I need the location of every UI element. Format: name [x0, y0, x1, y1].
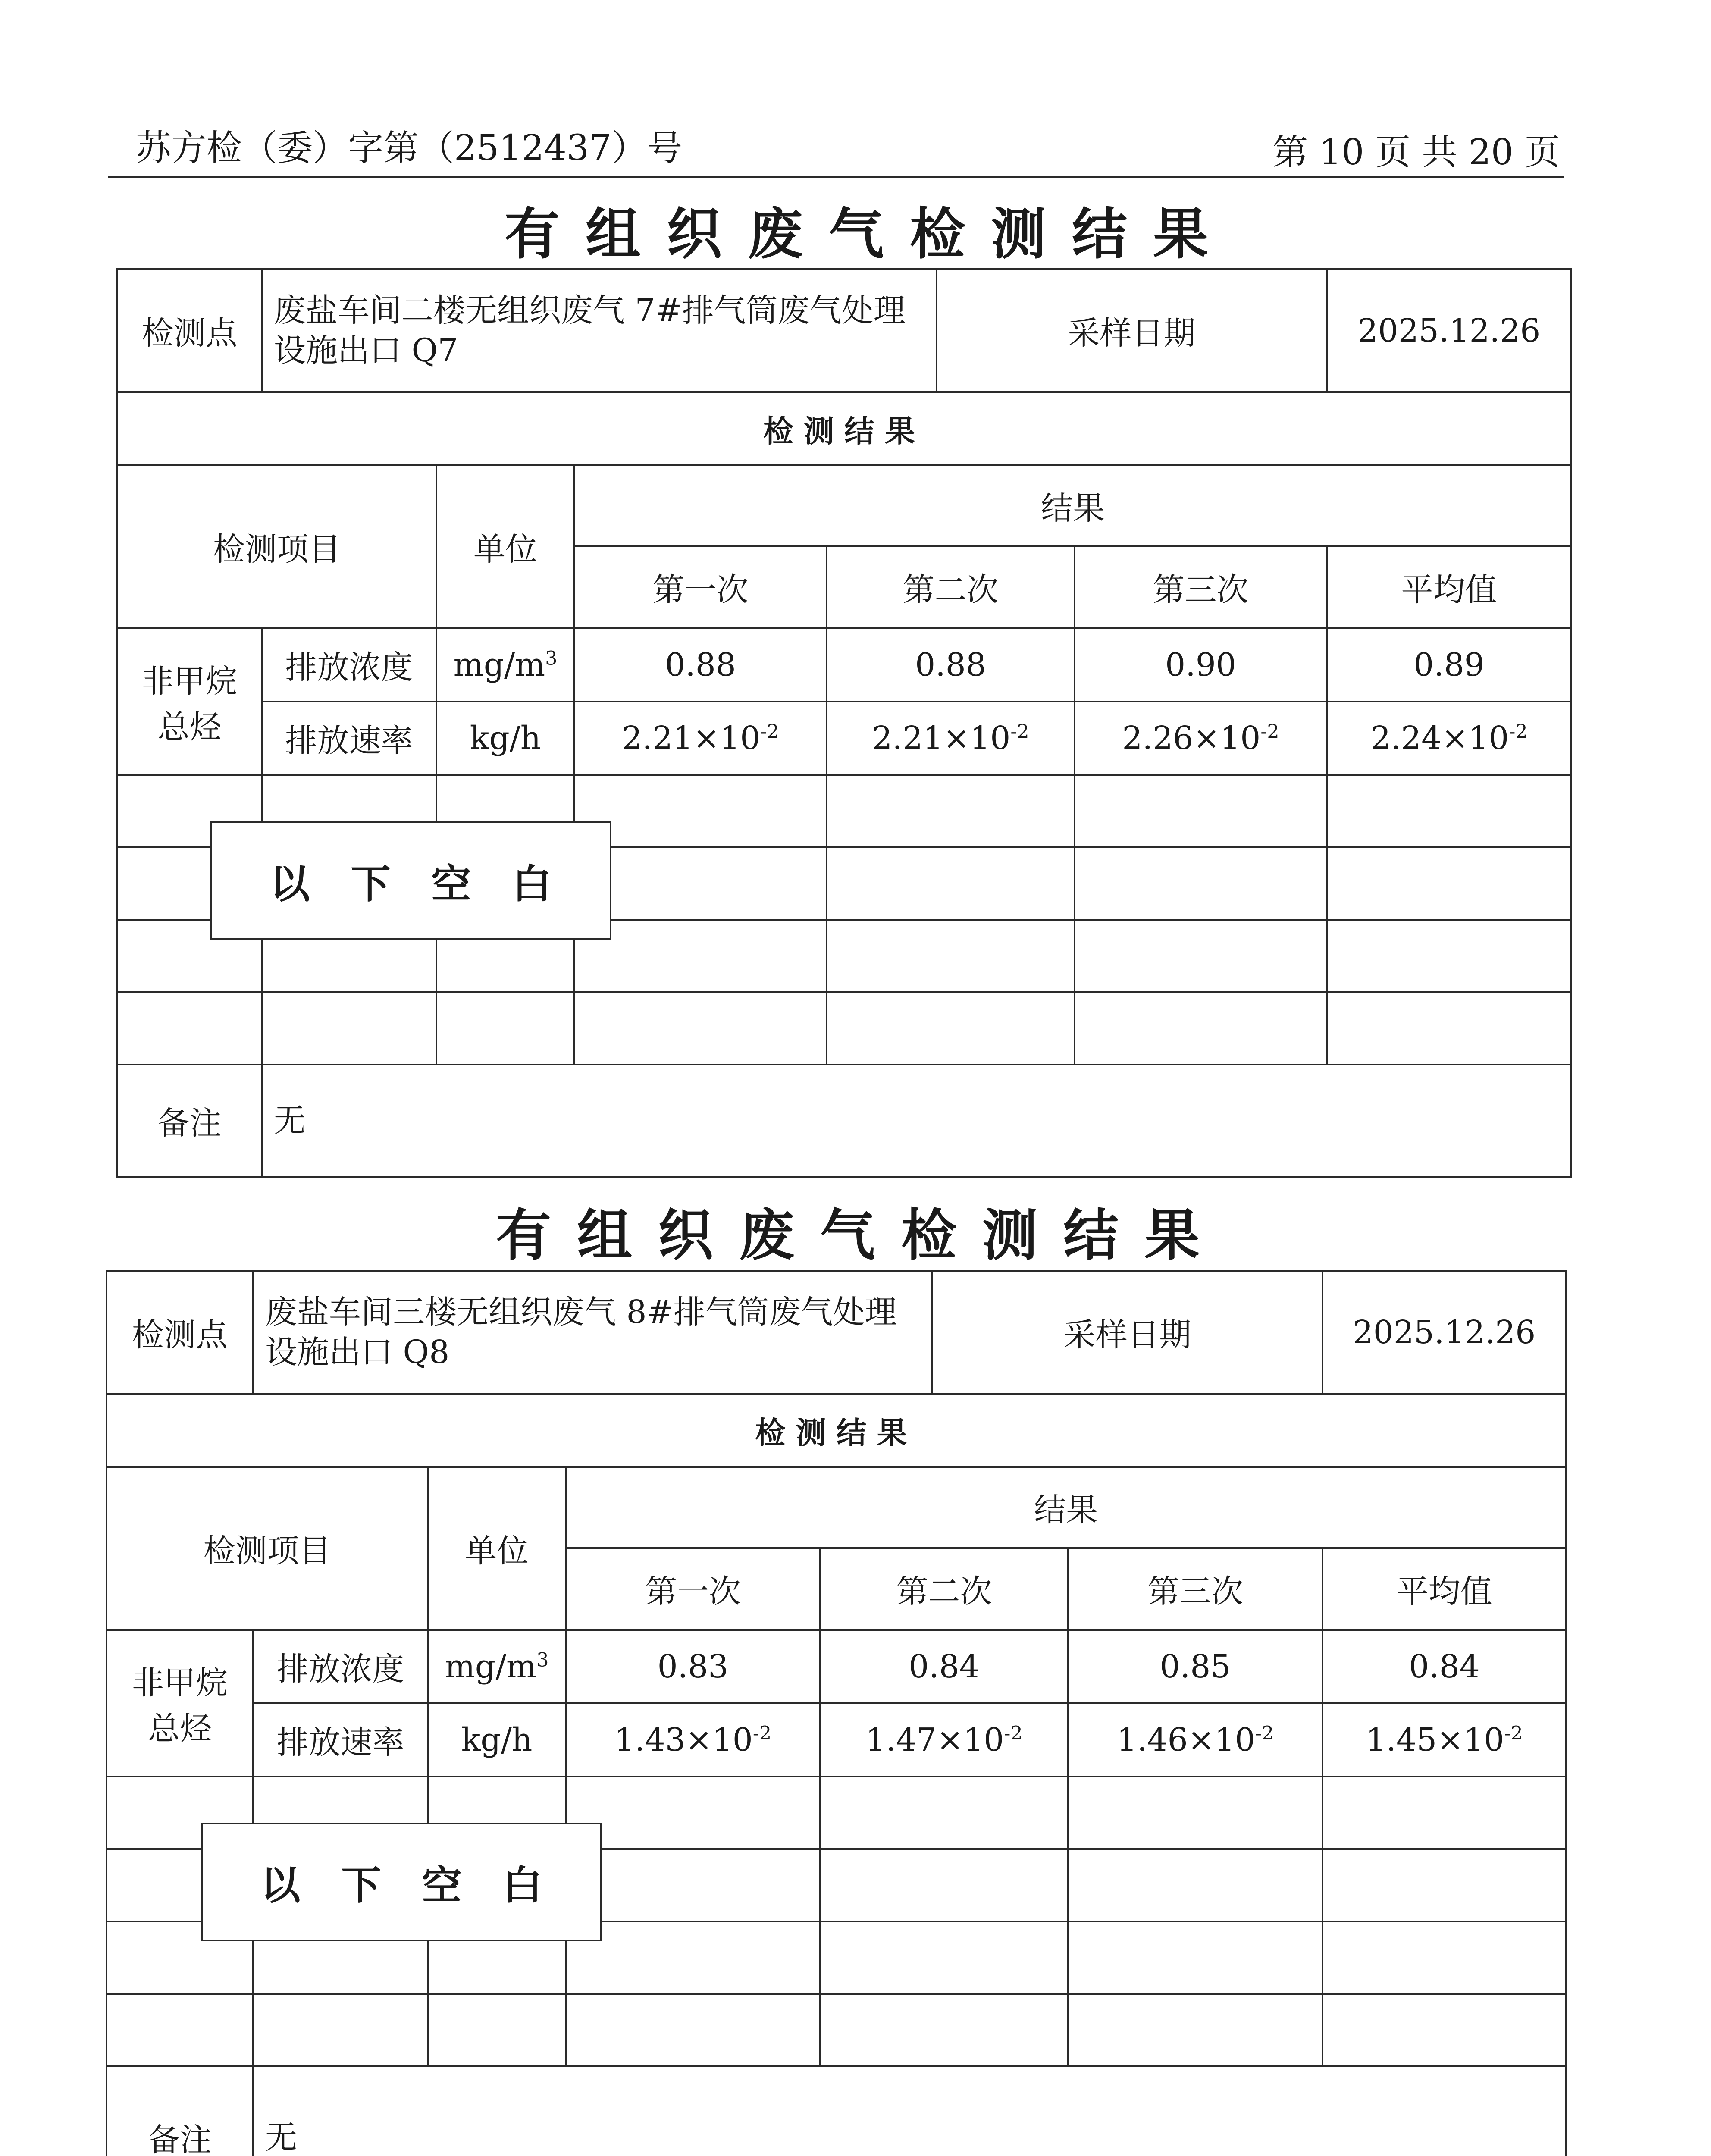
col-third: 第三次 — [1075, 546, 1327, 628]
date-value: 2025.12.26 — [1327, 269, 1571, 392]
remark-label: 备注 — [107, 2066, 253, 2156]
section-title: 有组织废气检测结果 — [505, 202, 1235, 266]
col-third: 第三次 — [1068, 1548, 1322, 1630]
row-v2: 0.88 — [827, 628, 1075, 702]
point-value-line1: 废盐车间三楼无组织废气 8#排气筒废气处理 — [265, 1294, 897, 1331]
result-table — [116, 268, 1572, 466]
col-second: 第二次 — [820, 1548, 1068, 1630]
date-label: 采样日期 — [937, 269, 1327, 392]
result-header: 检测结果 — [117, 392, 1571, 465]
blank-cell — [574, 847, 827, 920]
blank-cell — [1075, 847, 1327, 920]
date-label: 采样日期 — [932, 1271, 1322, 1394]
col-avg: 平均值 — [1327, 546, 1571, 628]
point-label: 检测点 — [107, 1271, 253, 1394]
result-header: 检测结果 — [107, 1394, 1566, 1467]
point-value-line2: 设施出口 Q7 — [274, 332, 458, 369]
pollutant-line2: 总烃 — [157, 708, 222, 746]
page-indicator: 第 10 页 共 20 页 — [1272, 132, 1560, 173]
blank-cell — [1327, 847, 1571, 920]
point-value-line1: 废盐车间二楼无组织废气 7#排气筒废气处理 — [274, 292, 906, 329]
blank-cell — [1327, 775, 1571, 847]
blank-cell — [1068, 1921, 1322, 1994]
blank-below-stamp: 以下空白 — [210, 821, 611, 940]
col-unit: 单位 — [436, 465, 574, 628]
row-v1: $1.43\times 10^{-2}$ — [566, 1703, 820, 1777]
blank-cell — [574, 920, 827, 992]
row-unit: $mg/m^3$ — [428, 1630, 566, 1703]
data-table — [116, 464, 1572, 1178]
blank-cell — [827, 992, 1075, 1065]
row-avg: $2.24\times 10^{-2}$ — [1327, 702, 1571, 775]
blank-cell — [827, 920, 1075, 992]
blank-cell — [107, 1994, 253, 2066]
blank-cell — [1068, 1849, 1322, 1921]
row-item: 排放速率 — [262, 702, 436, 775]
row-item: 排放浓度 — [262, 628, 436, 702]
blank-cell — [566, 1994, 820, 2066]
col-result: 结果 — [574, 465, 1571, 546]
blank-cell — [1068, 1994, 1322, 2066]
blank-cell — [1075, 775, 1327, 847]
row-unit: kg/h — [428, 1703, 566, 1777]
data-table — [106, 1466, 1567, 2156]
blank-cell — [566, 1777, 820, 1849]
blank-cell — [574, 992, 827, 1065]
blank-cell — [436, 992, 574, 1065]
col-avg: 平均值 — [1322, 1548, 1566, 1630]
blank-cell — [820, 1777, 1068, 1849]
blank-cell — [827, 775, 1075, 847]
point-value-line2: 设施出口 Q8 — [265, 1333, 450, 1371]
col-first: 第一次 — [566, 1548, 820, 1630]
blank-cell — [1327, 920, 1571, 992]
pollutant-name — [117, 628, 262, 775]
blank-cell — [1327, 992, 1571, 1065]
blank-cell — [1322, 1849, 1566, 1921]
row-avg: 0.84 — [1322, 1630, 1566, 1703]
blank-cell — [1322, 1777, 1566, 1849]
row-v3: 0.85 — [1068, 1630, 1322, 1703]
blank-cell — [1075, 992, 1327, 1065]
row-v1: 0.83 — [566, 1630, 820, 1703]
row-avg: 0.89 — [1327, 628, 1571, 702]
row-v3: $2.26\times 10^{-2}$ — [1075, 702, 1327, 775]
blank-cell — [827, 847, 1075, 920]
section-title: 有组织废气检测结果 — [496, 1203, 1226, 1268]
blank-cell — [1322, 1994, 1566, 2066]
row-v2: 0.84 — [820, 1630, 1068, 1703]
col-item: 检测项目 — [117, 465, 436, 628]
blank-cell — [1075, 920, 1327, 992]
row-v2: $2.21\times 10^{-2}$ — [827, 702, 1075, 775]
row-v3: 0.90 — [1075, 628, 1327, 702]
pollutant-name — [107, 1630, 253, 1777]
point-value — [262, 269, 937, 392]
blank-cell — [820, 1994, 1068, 2066]
col-result: 结果 — [566, 1467, 1566, 1548]
blank-cell — [428, 1994, 566, 2066]
col-first: 第一次 — [574, 546, 827, 628]
blank-cell — [1322, 1921, 1566, 1994]
blank-below-stamp: 以下空白 — [201, 1823, 602, 1941]
blank-cell — [117, 992, 262, 1065]
row-item: 排放浓度 — [253, 1630, 428, 1703]
pollutant-line1: 非甲烷 — [141, 663, 238, 700]
blank-cell — [1068, 1777, 1322, 1849]
report-number: 苏方检（委）字第（2512437）号 — [136, 128, 683, 169]
remark-label: 备注 — [117, 1065, 262, 1177]
blank-cell — [262, 992, 436, 1065]
date-value: 2025.12.26 — [1322, 1271, 1566, 1394]
blank-cell — [574, 775, 827, 847]
pollutant-line1: 非甲烷 — [132, 1664, 228, 1702]
row-v2: $1.47\times 10^{-2}$ — [820, 1703, 1068, 1777]
pollutant-line2: 总烃 — [148, 1710, 212, 1747]
row-avg: $1.45\times 10^{-2}$ — [1322, 1703, 1566, 1777]
blank-cell — [820, 1921, 1068, 1994]
remark-value: 无 — [262, 1065, 1571, 1177]
row-v1: 0.88 — [574, 628, 827, 702]
blank-cell — [566, 1849, 820, 1921]
point-label: 检测点 — [117, 269, 262, 392]
blank-cell — [253, 1994, 428, 2066]
header-rule — [108, 176, 1564, 178]
row-item: 排放速率 — [253, 1703, 428, 1777]
blank-cell — [820, 1849, 1068, 1921]
col-unit: 单位 — [428, 1467, 566, 1630]
col-item: 检测项目 — [107, 1467, 428, 1630]
blank-cell — [566, 1921, 820, 1994]
point-value — [253, 1271, 932, 1394]
remark-value: 无 — [253, 2066, 1566, 2156]
row-v1: $2.21\times 10^{-2}$ — [574, 702, 827, 775]
row-v3: $1.46\times 10^{-2}$ — [1068, 1703, 1322, 1777]
row-unit: kg/h — [436, 702, 574, 775]
row-unit: $mg/m^3$ — [436, 628, 574, 702]
col-second: 第二次 — [827, 546, 1075, 628]
result-table — [106, 1270, 1567, 1468]
